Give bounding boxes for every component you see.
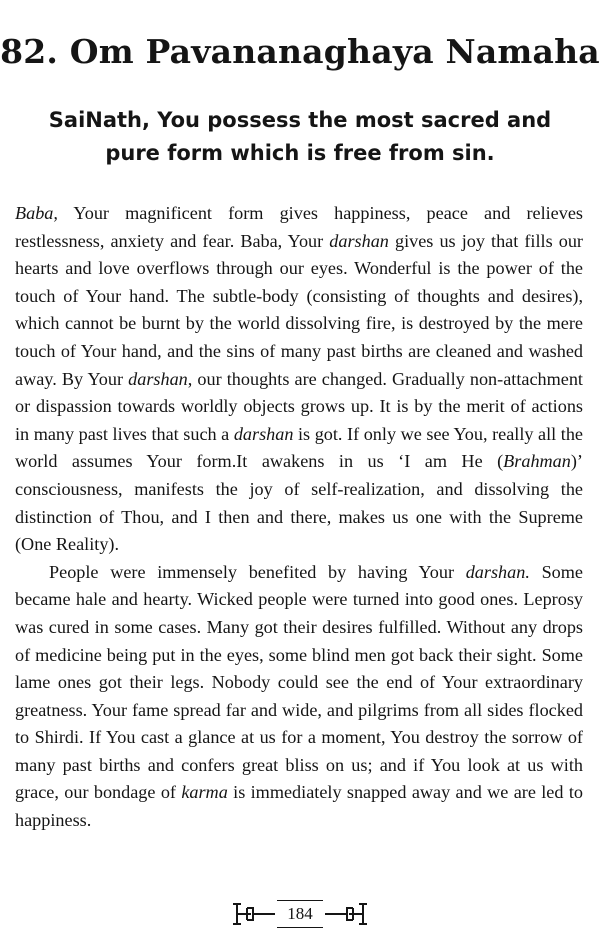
page-title: 82. Om Pavananaghaya Namaha — [0, 32, 600, 71]
left-ornament-icon — [231, 899, 275, 929]
text-run: People were immensely benefited by having Your — [49, 561, 466, 582]
text-run: is got. If only we see You, really all the world assumes Your form.It awakens in us ‘I am He ( — [15, 423, 584, 472]
italic-term: Brahman — [503, 451, 571, 472]
paragraph-2 — [15, 559, 583, 835]
text-run: Your magnificent form gives happiness, peace and relieves restlessness, anxiety and fear. Baba, Your — [15, 203, 583, 251]
text-run: Some became hale and hearty. Wicked people were turned into good ones. Leprosy was cured in some cases. Many got their desires fulfilled. Without any drops of medicine being put in the eyes, some blind men got back their sight. Some lame ones got their legs. Nobody could see the end of Your extraordinary greatness. Your fame spread far and wide, and pilgrims from all sides flocked to Shirdi. If You cast a glance at us for a moment, You destroy the sorrow of many past births and confers great bliss on us; and if You look at us with grace, our bondage of — [15, 561, 583, 803]
text-run: gives us joy that fills our hearts and love overflows through our eyes. Wonderful is the power of the touch of Your hand. The subtle-body (consisting of thoughts and desires), which cannot be burnt by the world dissolving fire, is destroyed by the mere touch of Your hand, and the sins of many past births are cleaned and washed away. By Your — [15, 230, 583, 389]
italic-term: darshan — [233, 423, 294, 444]
text-run: , our thoughts are changed. Gradually non-attachment or dispassion towards worldly objects grows up. It is by the merit of actions in many past lives that such a — [15, 368, 583, 444]
page-footer — [0, 897, 600, 931]
body-text — [15, 200, 583, 835]
italic-term: darshan. — [465, 561, 530, 582]
italic-term: Baba, — [15, 203, 58, 223]
text-run: is immediately snapped away and we are led to happiness. — [15, 782, 583, 831]
text-run: )’ consciousness, manifests the joy of self-realization, and dissolving the distinction of Thou, and I then and there, makes us one with the Supreme (One Reality). — [15, 451, 583, 555]
italic-term: karma — [181, 782, 228, 803]
right-ornament-icon — [325, 899, 369, 929]
paragraph-1 — [15, 200, 583, 559]
italic-term: darshan — [329, 230, 389, 251]
page-number: 184 — [277, 900, 323, 928]
subtitle: SaiNath, You possess the most sacred and pure form which is free from sin. — [48, 108, 552, 165]
italic-term: darshan — [128, 368, 188, 389]
